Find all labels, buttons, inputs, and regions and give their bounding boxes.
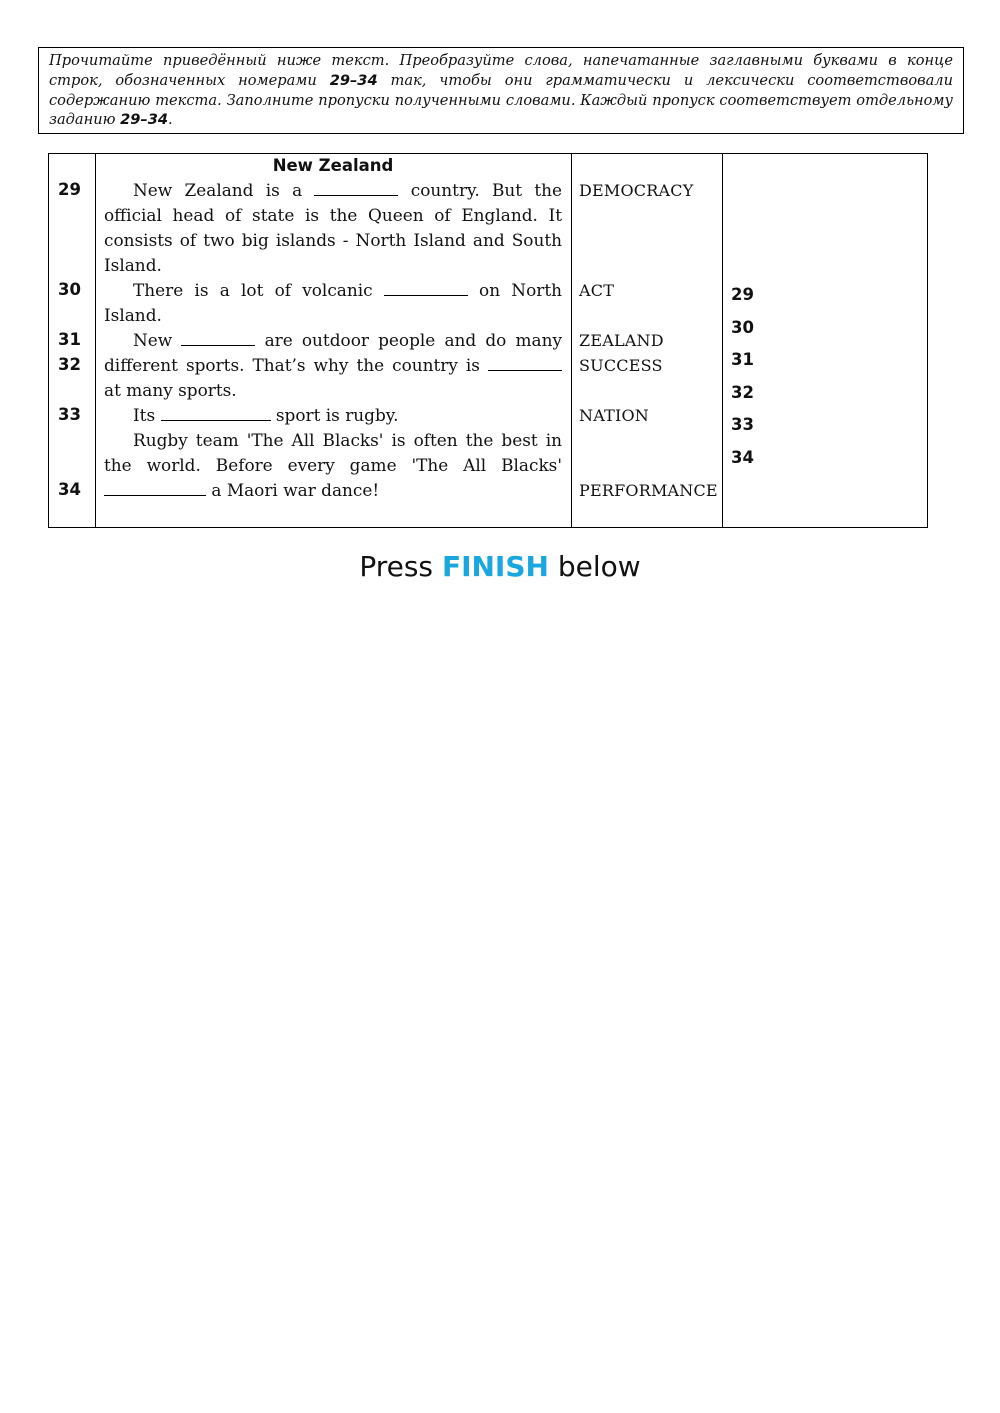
- answer-number-32: 32: [731, 383, 754, 402]
- press-text: Press: [359, 550, 434, 583]
- task-number-33: 33: [58, 405, 81, 424]
- passage-line: a Maori war dance!: [104, 478, 562, 503]
- source-word-29: DEMOCRACY: [579, 181, 694, 200]
- passage-line: Island.: [104, 255, 162, 275]
- source-word-34: PERFORMANCE: [579, 481, 718, 500]
- gap-32: [488, 355, 562, 371]
- task-number-32: 32: [58, 355, 81, 374]
- instructions-text-3: .: [168, 111, 173, 129]
- passage-line: Island.: [104, 305, 162, 325]
- task-number-31: 31: [58, 330, 81, 349]
- gap-34: [104, 480, 206, 496]
- source-word-31: ZEALAND: [579, 331, 664, 350]
- finish-keyword: FINISH: [441, 550, 549, 583]
- answer-number-30: 30: [731, 318, 754, 337]
- source-word-30: ACT: [579, 281, 615, 300]
- gap-30: [384, 280, 468, 296]
- passage-line: New are outdoor people and do many: [133, 330, 562, 350]
- passage-line: There is a lot of volcanic on North: [133, 280, 562, 300]
- passage: [104, 154, 562, 503]
- below-text: below: [557, 550, 641, 583]
- instructions-text-2: так, чтобы они грамматически и лексически соответствовали содержанию текста. Заполните пропуски полученными словами. Каждый пропуск соответствует отдельному заданию: [49, 71, 953, 129]
- task-number-30: 30: [58, 280, 81, 299]
- instructions-box: [38, 47, 964, 134]
- instructions-text-1: Прочитайте приведённый ниже текст. Преобразуйте слова, напечатанные заглавными буквами в конце строк, обозначенных номерами: [49, 52, 953, 89]
- source-word-33: NATION: [579, 406, 649, 425]
- task-range-2: 29–34: [120, 111, 169, 129]
- gap-31: [181, 330, 255, 346]
- finish-instruction: [0, 550, 1000, 583]
- answer-number-33: 33: [731, 415, 754, 434]
- passage-line: Rugby team 'The All Blacks' is often the best in: [133, 430, 562, 450]
- gap-33: [161, 405, 271, 421]
- passage-line: official head of state is the Queen of England. It: [104, 205, 562, 225]
- answer-number-29: 29: [731, 285, 754, 304]
- passage-line: consists of two big islands - North Island and South: [104, 230, 562, 250]
- passage-title: New Zealand: [272, 156, 394, 175]
- gap-29: [314, 180, 398, 196]
- answer-number-34: 34: [731, 448, 754, 467]
- task-number-29: 29: [58, 180, 81, 199]
- column-divider: [571, 154, 572, 527]
- column-divider: [95, 154, 96, 527]
- passage-line: the world. Before every game 'The All Blacks': [104, 455, 562, 475]
- task-number-34: 34: [58, 480, 81, 499]
- passage-line: different sports. That’s why the country is: [104, 353, 562, 378]
- passage-line: New Zealand is a country. But the: [133, 180, 562, 200]
- task-table: [48, 153, 928, 528]
- answer-number-31: 31: [731, 350, 754, 369]
- passage-line: at many sports.: [104, 380, 237, 400]
- column-divider: [722, 154, 723, 527]
- passage-line: Its sport is rugby.: [133, 405, 399, 425]
- source-word-32: SUCCESS: [579, 356, 663, 375]
- task-range-1: 29–34: [329, 71, 378, 89]
